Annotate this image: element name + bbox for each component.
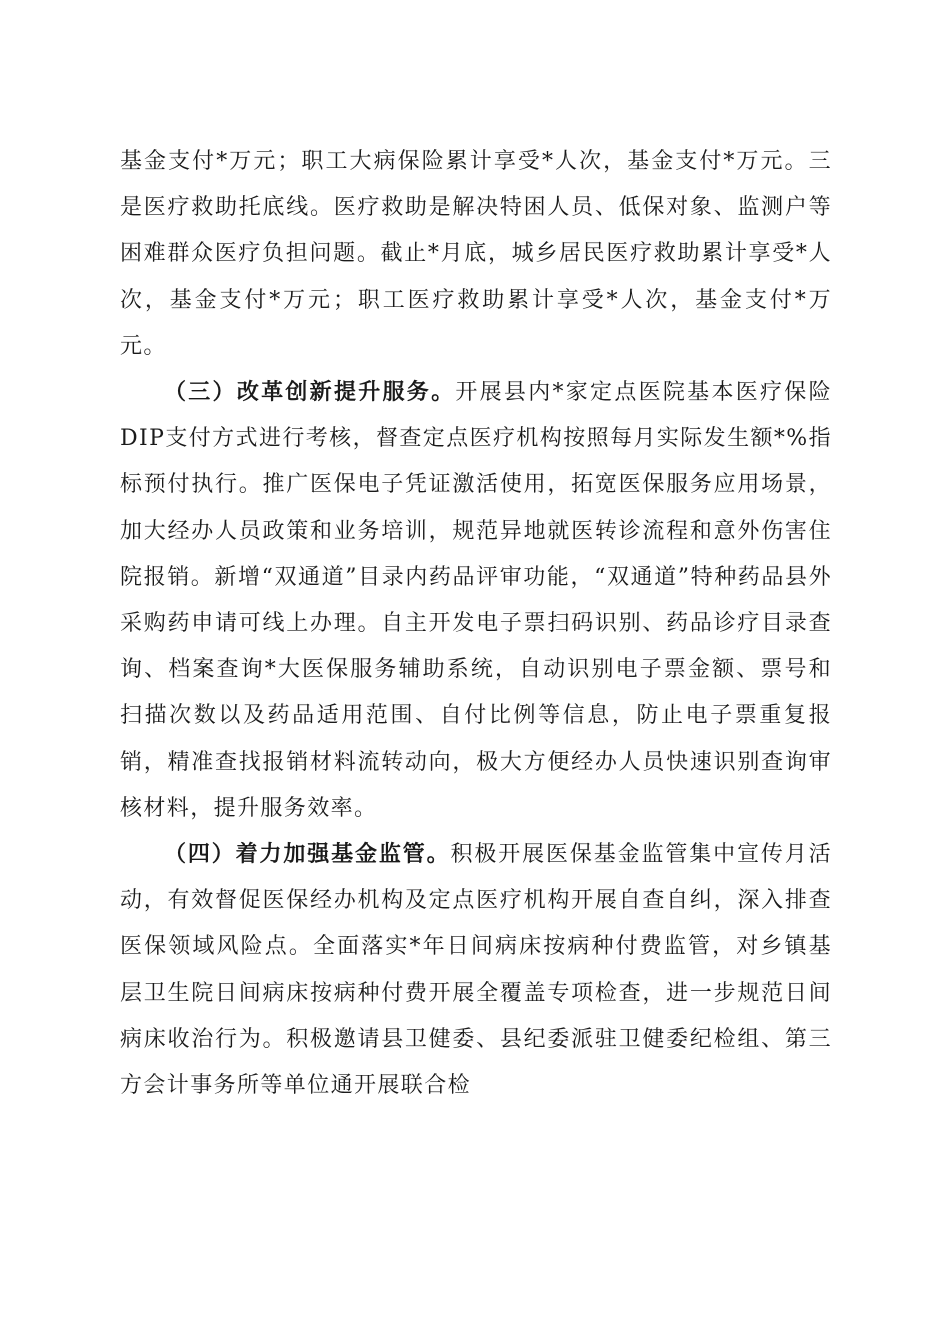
paragraph-2-text: 开展县内*家定点医院基本医疗保险DIP支付方式进行考核，督查定点医疗机构按照每月实际发生额*%指标预付执行。推广医保电子凭证激活使用，拓宽医保服务应用场景，加大经办人员政策和业务培训，规范异地就医转诊流程和意外伤害住院报销。新增“双通道”目录内药品评审功能，“双通道”特种药品县外采购药申请可线上办理。自主开发电子票扫码识别、药品诊疗目录查询、档案查询*大医保服务辅助系统，自动识别电子票金额、票号和扫描次数以及药品适用范围、自付比例等信息，防止电子票重复报销，精准查找报销材料流转动向，极大方便经办人员快速识别查询审核材料，提升服务效率。 xyxy=(120,380,832,821)
paragraph-1-text: 基金支付*万元；职工大病保险累计享受*人次，基金支付*万元。三是医疗救助托底线。医疗救助是解决特困人员、低保对象、监测户等困难群众医疗负担问题。截止*月底，城乡居民医疗救助累计享受*人次，基金支付*万元；职工医疗救助累计享受*人次，基金支付*万元。 xyxy=(120,149,832,359)
paragraph-3-text: 积极开展医保基金监管集中宣传月活动，有效督促医保经办机构及定点医疗机构开展自查自纠，深入排查医保领域风险点。全面落实*年日间病床按病种付费监管，对乡镇基层卫生院日间病床按病种付费开展全覆盖专项检查，进一步规范日间病床收治行为。积极邀请县卫健委、县纪委派驻卫健委纪检组、第三方会计事务所等单位通开展联合检 xyxy=(120,842,832,1099)
paragraph-fund-supervision xyxy=(120,832,832,1109)
paragraph-reform-innovation xyxy=(120,370,832,832)
document-body xyxy=(120,139,832,1109)
paragraph-continuation xyxy=(120,139,832,370)
section-heading-four: （四）着力加强基金监管。 xyxy=(164,842,451,868)
section-heading-three: （三）改革创新提升服务。 xyxy=(164,380,456,406)
